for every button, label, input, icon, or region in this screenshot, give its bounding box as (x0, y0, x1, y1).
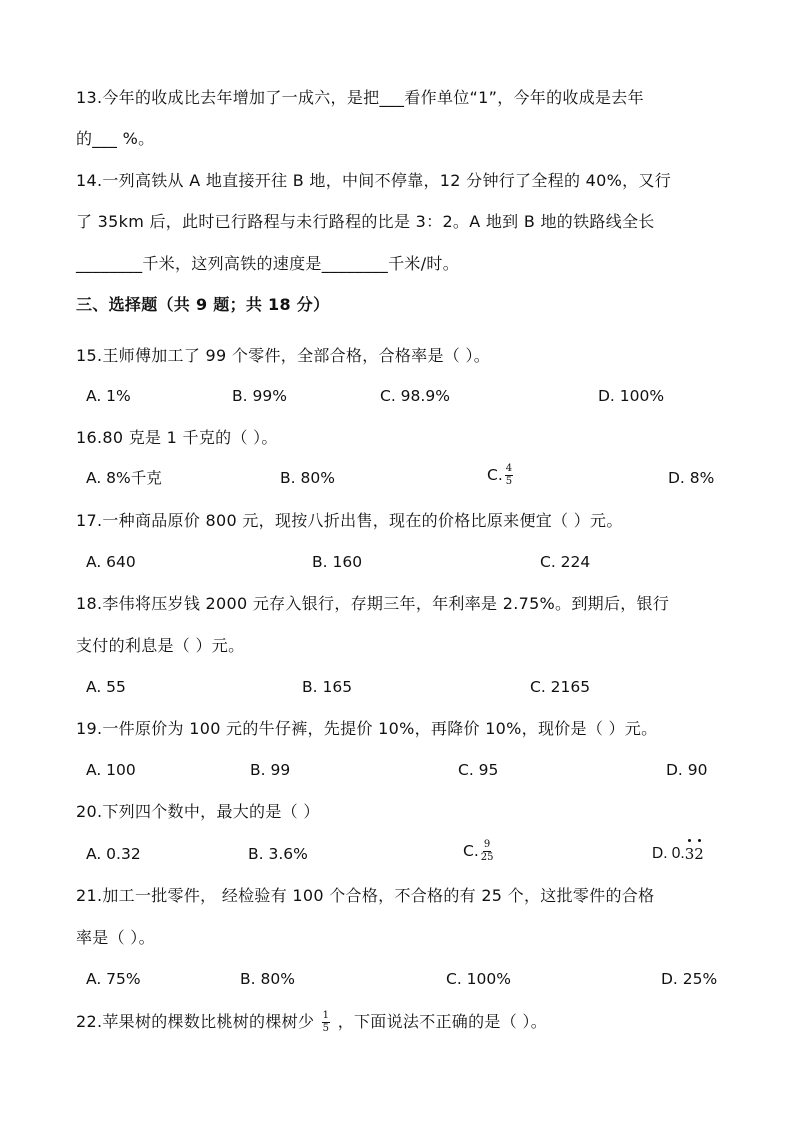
q17-option-c[interactable]: C. 224 (540, 553, 591, 571)
q19-option-a[interactable]: A. 100 (86, 761, 136, 779)
q16-option-d[interactable]: D. 8% (668, 469, 715, 487)
q19-stem: 19.一件原价为 100 元的牛仔裤，先提价 10%，再降价 10%，现价是（ ）元。 (76, 719, 658, 738)
q17-option-b[interactable]: B. 160 (312, 553, 363, 571)
q18-option-c[interactable]: C. 2165 (530, 678, 591, 696)
q20-option-c[interactable] (463, 840, 495, 863)
q21-option-c[interactable]: C. 100% (446, 970, 511, 988)
q19-option-d[interactable]: D. 90 (666, 761, 708, 779)
q16-option-a[interactable]: A. 8%千克 (86, 469, 162, 487)
q15-options (0, 386, 794, 410)
q15-option-b[interactable]: B. 99% (232, 387, 287, 405)
q20-option-c-label: C. (463, 842, 479, 860)
q19-option-c[interactable]: C. 95 (458, 761, 499, 779)
q22-text-before: 22.苹果树的棵数比桃树的棵树少 (76, 1012, 315, 1031)
section-title: 三、选择题（共 9 题；共 18 分） (76, 295, 330, 314)
q15-stem: 15.王师傅加工了 99 个零件，全部合格，合格率是（ ）。 (76, 346, 491, 365)
fraction-denominator: 5 (322, 1023, 330, 1034)
q16-option-c-label: C. (487, 466, 503, 484)
q19-option-b[interactable]: B. 99 (250, 761, 291, 779)
q20-stem: 20.下列四个数中，最大的是（ ） (76, 802, 320, 821)
q14-line3: ________千米，这列高铁的速度是________千米/时。 (76, 254, 459, 273)
q18-line2: 支付的利息是（ ）元。 (76, 636, 245, 655)
q14-line2: 了 35km 后，此时已行路程与未行路程的比是 3：2。A 地到 B 地的铁路线全长 (76, 212, 655, 231)
q17-stem: 17.一种商品原价 800 元，现按八折出售，现在的价格比原来便宜（ ）元。 (76, 511, 623, 530)
q15-option-c[interactable]: C. 98.9% (380, 387, 450, 405)
fraction-numerator: 4 (505, 463, 513, 474)
fraction (505, 464, 513, 487)
q17-options (0, 552, 794, 576)
fraction (481, 840, 494, 863)
q16-option-c[interactable] (487, 464, 515, 487)
q22-text-after: ，下面说法不正确的是（ ）。 (337, 1012, 547, 1031)
fraction-denominator: 5 (505, 476, 513, 487)
q20-options (0, 839, 794, 868)
q18-line1: 18.李伟将压岁钱 2000 元存入银行，存期三年，年利率是 2.75%。到期后，银行 (76, 594, 670, 613)
q21-option-d[interactable]: D. 25% (661, 970, 718, 988)
q16-stem: 16.80 克是 1 千克的（ ）。 (76, 428, 278, 447)
fraction-numerator: 1 (322, 1010, 330, 1021)
q21-line1: 21.加工一批零件， 经检验有 100 个合格，不合格的有 25 个，这批零件的合格 (76, 886, 655, 905)
q20-option-b[interactable]: B. 3.6% (248, 845, 308, 863)
repeating-decimal (652, 838, 704, 862)
fraction (322, 1011, 331, 1034)
q13-line2: 的___ %。 (76, 129, 155, 148)
q13-line1: 13.今年的收成比去年增加了一成六，是把___看作单位“1”，今年的收成是去年 (76, 88, 644, 107)
q21-line2: 率是（ ）。 (76, 928, 155, 947)
q15-option-a[interactable]: A. 1% (86, 387, 131, 405)
q18-option-b[interactable]: B. 165 (302, 678, 353, 696)
q19-options (0, 760, 794, 784)
q22-stem (76, 1011, 547, 1034)
q21-option-a[interactable]: A. 75% (86, 970, 141, 988)
q18-option-a[interactable]: A. 55 (86, 678, 126, 696)
q14-line1: 14.一列高铁从 A 地直接开往 B 地，中间不停靠，12 分钟行了全程的 40%，又行 (76, 171, 672, 190)
q21-option-b[interactable]: B. 80% (240, 970, 295, 988)
fraction-denominator: 25 (480, 852, 494, 863)
q17-option-a[interactable]: A. 640 (86, 553, 136, 571)
q21-options (0, 969, 794, 993)
repeating-decimal-prefix: D. 0. (652, 845, 685, 862)
q20-option-a[interactable]: A. 0.32 (86, 845, 141, 863)
q18-options (0, 677, 794, 701)
q20-option-d[interactable] (652, 838, 704, 862)
q15-option-d[interactable]: D. 100% (598, 387, 665, 405)
q16-options (0, 463, 794, 492)
repeating-digit: 3 (685, 838, 695, 862)
q16-option-b[interactable]: B. 80% (280, 469, 335, 487)
fraction-numerator: 9 (483, 839, 491, 850)
repeating-digit: 2 (694, 838, 704, 862)
